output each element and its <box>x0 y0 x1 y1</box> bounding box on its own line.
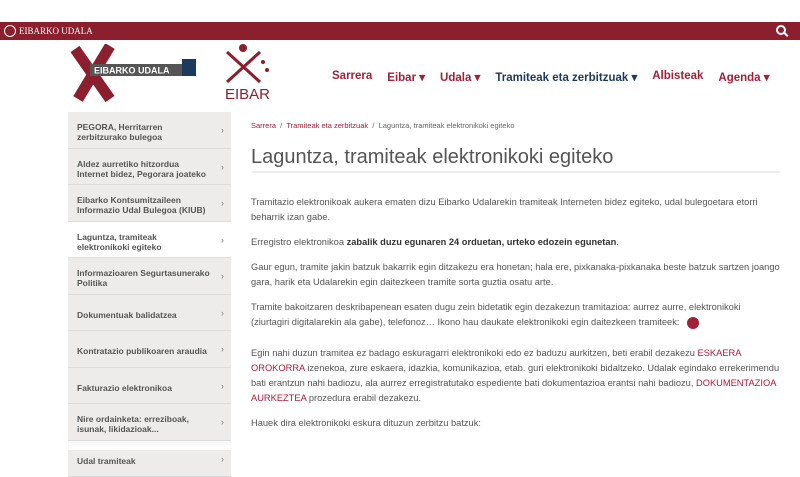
dokumentazioa-aurkeztea-link[interactable]: DOKUMENTAZIOA AURKEZTEA <box>251 378 776 403</box>
sidebar-item-active[interactable] <box>68 222 231 259</box>
sidebar-item-label: Nire ordainketa: erreziboak, isunak, likidazioak... <box>77 414 211 434</box>
sidebar-item[interactable] <box>68 368 231 405</box>
breadcrumb: Sarrera / Tramiteak eta zerbitzuak / Laguntza, tramiteak elektronikoki egiteko <box>251 118 781 133</box>
logo-text: EIBAR <box>225 86 270 102</box>
search-icon[interactable] <box>776 25 786 35</box>
paragraph: Gaur egun, tramite jakin batzuk bakarrik egin ditzakezu era honetan; hala ere, pixkanaka-pixkanaka beste batzuk sartzen joango gara, harik eta Udalarekin egin daitezkeen tramite sorta guztia osatu arte. <box>251 260 781 290</box>
chevron-right-icon: › <box>221 162 224 172</box>
eskaera-orokorra-link[interactable]: ESKAERA OROKORRA <box>251 348 741 373</box>
chevron-right-icon: › <box>221 308 224 318</box>
paragraph: Erregistro elektronikoa zabalik duzu egunaren 24 orduetan, urteko edozein egunetan. <box>251 235 781 250</box>
bottom-fade <box>0 441 800 450</box>
electronic-procedure-icon <box>687 317 699 329</box>
sidebar-item[interactable] <box>68 331 231 368</box>
sidebar-item[interactable] <box>68 112 231 149</box>
breadcrumb-home[interactable]: Sarrera <box>251 121 276 130</box>
paragraph: Hauek dira elektronikoki eskura dituzun zerbitzu batzuk: <box>251 416 781 431</box>
chevron-right-icon: › <box>221 271 224 281</box>
sidebar-item-label: Kontratazio publikoaren araudia <box>77 346 207 356</box>
paragraph: Tramite bakoitzaren deskribapenean esaten dugu zein bidetatik egin dezakezun tramitazioa: aurrez aurre, elektronikoki (ziurtagiri digitalarekin ala gabe), telefonoz… Ikono hau daukate elektronikoki egin daitezkeen tramiteek: <box>251 300 781 330</box>
breadcrumb-section[interactable]: Tramiteak eta zerbitzuak <box>286 121 368 130</box>
sidebar-item[interactable] <box>68 404 231 441</box>
seal-icon <box>4 25 16 37</box>
sidebar-item-label: Informazioaren Segurtasunerako Politika <box>77 268 211 288</box>
chevron-right-icon: › <box>221 381 224 391</box>
main-content <box>251 118 781 441</box>
chevron-right-icon: › <box>221 198 224 208</box>
nav-tramiteak[interactable]: Tramiteak eta zerbitzuak ▾ <box>495 70 637 84</box>
sidebar-item[interactable] <box>68 185 231 222</box>
sidebar-item-label: Dokumentuak balidatzea <box>77 310 177 320</box>
sidebar-item-label: Laguntza, tramiteak elektronikoki egiteko <box>77 232 211 252</box>
paragraph: Egin nahi duzun tramitea ez badago eskuragarri elektronikoki edo ez baduzu aurkitzen, beti erabil dezakezu ESKAERA OROKORRA izenekoa, zure eskaera, idazkia, komunikazioa, etab. guri elektronikoki bidaltzeko. Udalak egindako errekerimendu bati erantzun nahi badiozu, ala aurrez erregistratutako espediente bati dokumentazioa erantsi nahi badiozu, DOKUMENTAZIOA AURKEZTEA prozedura erabil dezakezu. <box>251 346 781 406</box>
sidebar-item-label: PEGORA, Herritarren zerbitzurako bulegoa <box>77 122 211 142</box>
chevron-right-icon: › <box>221 454 224 464</box>
nav-agenda[interactable]: Agenda ▾ <box>718 70 769 84</box>
sidebar-item-label: Aldez aurretiko hitzordua Internet bidez, Pegorara joateko <box>77 159 211 179</box>
chevron-right-icon: › <box>221 344 224 354</box>
page-title: Laguntza, tramiteak elektronikoki egiteko <box>251 150 781 173</box>
chevron-right-icon: › <box>221 125 224 135</box>
sidebar-item[interactable] <box>68 149 231 186</box>
chevron-right-icon: › <box>221 235 224 245</box>
sidebar-item-label: Fakturazio elektronikoa <box>77 383 172 393</box>
eibar-logo[interactable] <box>215 42 275 102</box>
sidebar-item[interactable] <box>68 258 231 295</box>
nav-udala[interactable]: Udala ▾ <box>440 70 480 84</box>
top-bar <box>0 22 800 40</box>
sidebar-item-label: Udal tramiteak <box>77 456 136 466</box>
sidebar-item[interactable] <box>68 295 231 332</box>
nav-sarrera[interactable]: Sarrera <box>332 70 372 84</box>
chevron-right-icon: › <box>221 417 224 427</box>
sidebar <box>68 112 231 477</box>
eibarko-udala-logo[interactable] <box>70 44 200 102</box>
top-bar-title: EIBARKO UDALA <box>19 26 93 36</box>
nav-albisteak[interactable]: Albisteak <box>652 70 703 84</box>
main-nav <box>332 70 770 84</box>
breadcrumb-current: Laguntza, tramiteak elektronikoki egiteko <box>379 121 515 130</box>
paragraph: Tramitazio elektronikoak aukera ematen dizu Eibarko Udalarekin tramiteak Interneten bidez egiteko, udal bulegoetara etorri beharrik izan gabe. <box>251 195 781 225</box>
sidebar-item-label: Eibarko Kontsumitzaileen Informazio Udal Bulegoa (KIUB) <box>77 195 211 215</box>
logo-text: EIBARKO UDALA <box>94 66 170 76</box>
nav-eibar[interactable]: Eibar ▾ <box>387 70 425 84</box>
